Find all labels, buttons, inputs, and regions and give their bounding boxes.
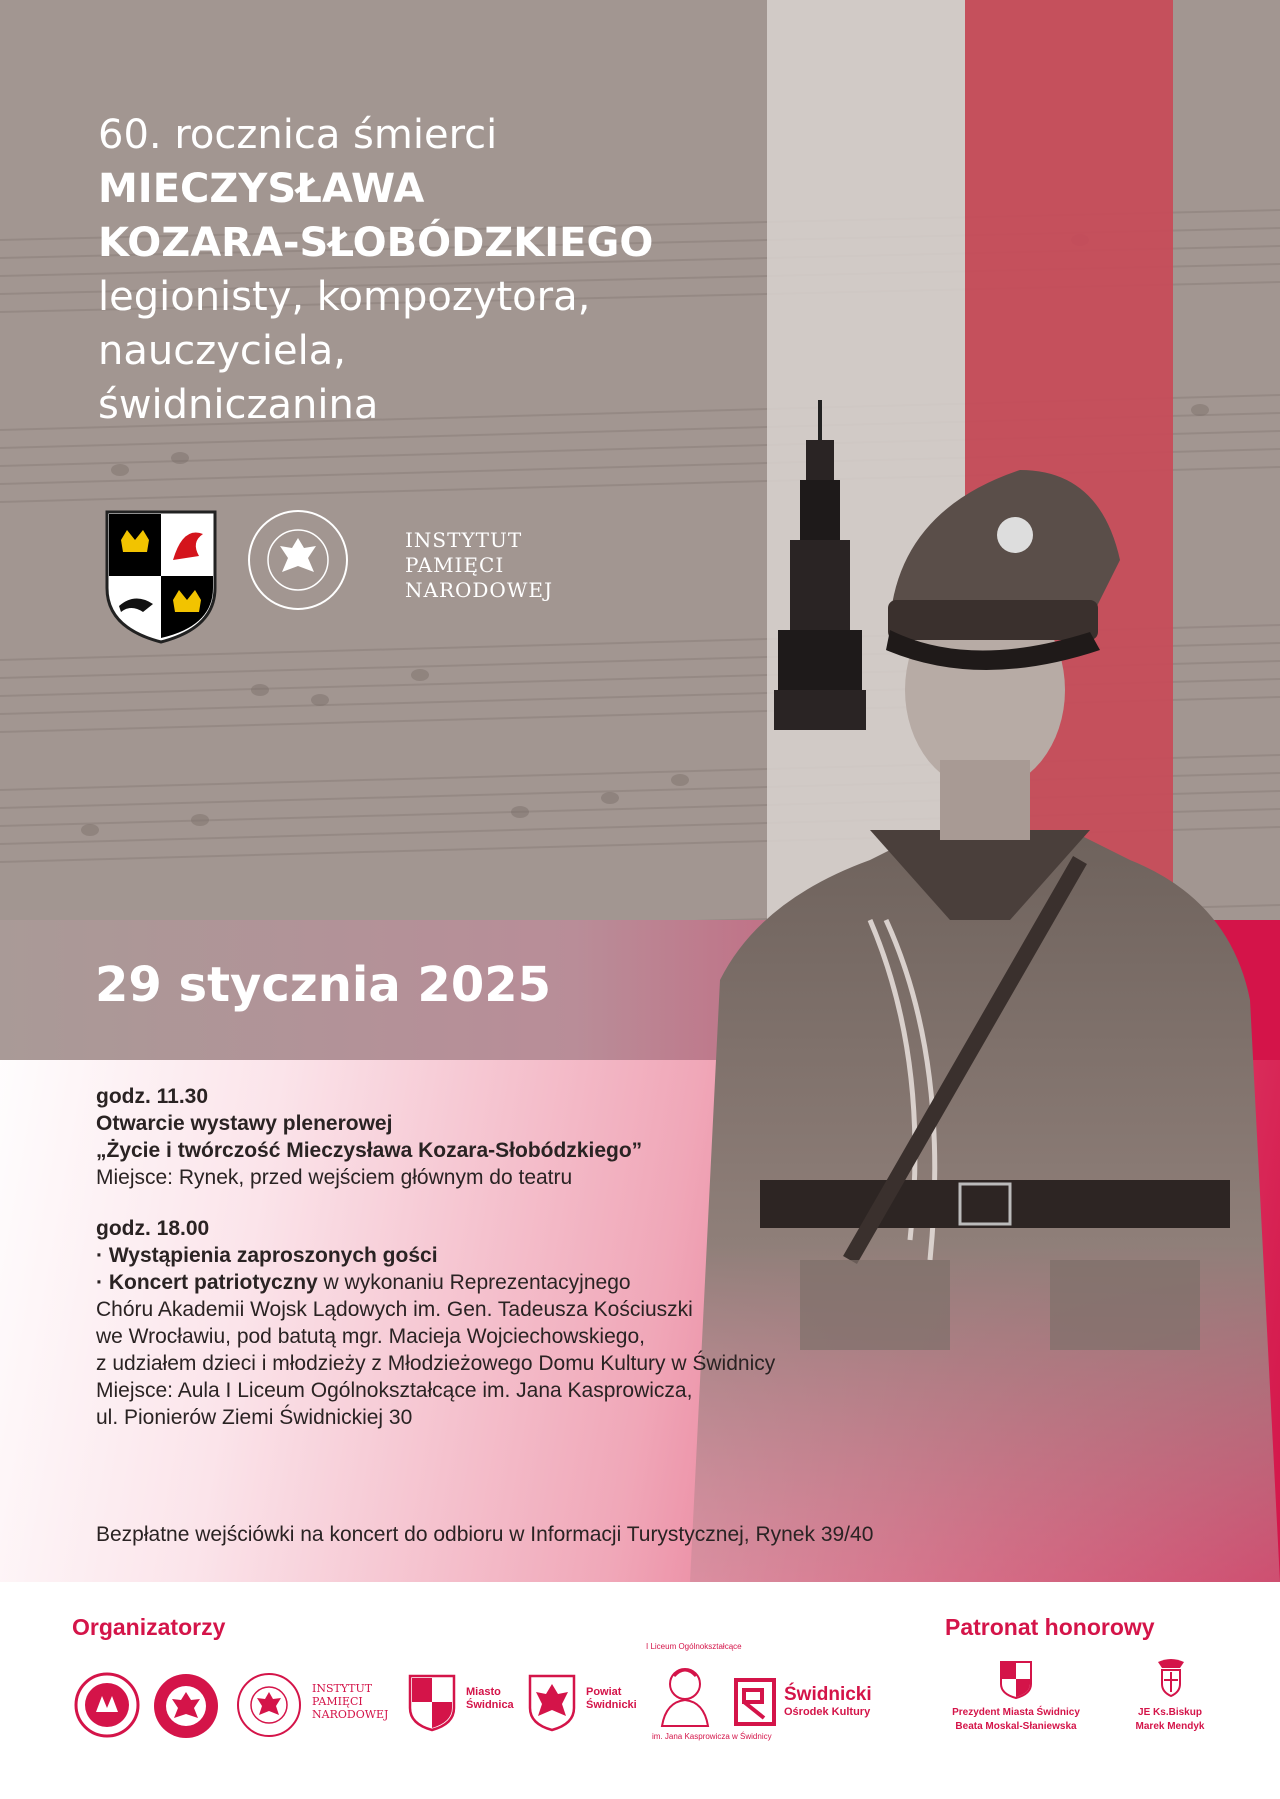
patron1-line-1: Prezydent Miasta Świdnicy [952,1707,1080,1718]
ipn-seal-small-icon [236,1672,302,1738]
event2-line7: ul. Pionierów Ziemi Świdnickiej 30 [96,1406,413,1429]
school-caption: im. Jana Kasprowicza w Świdnicy [652,1732,772,1741]
event2-line5: z udziałem dzieci i młodzieży z Młodzieżowego Domu Kultury w Świdnicy [96,1352,776,1375]
event2-line6: Miejsce: Aula I Liceum Ogólnokształcące im. Jana Kasprowicza, [96,1379,693,1402]
school-arc-text: I Liceum Ogólnokształcące [646,1642,742,1651]
powiat-label-1: Powiat [586,1686,622,1698]
event2-item2-bold: · Koncert patriotyczny [96,1271,318,1294]
event2-item2 [96,1269,916,1296]
prezydent-crest-icon [999,1660,1033,1700]
ipn-seal-icon [246,508,350,612]
event1-place: Miejsce: Rynek, przed wejściem głównym do teatru [96,1166,573,1189]
event2-line3: Chóru Akademii Wojsk Lądowych im. Gen. Tadeusza Kościuszki [96,1298,693,1321]
miasto-label [466,1686,514,1712]
organizers-heading: Organizatorzy [72,1614,226,1640]
patron-heading: Patronat honorowy [945,1614,1155,1640]
ipn-line-3: NARODOWEJ [405,578,554,602]
event2-item1: · Wystąpienia zaproszonych gości [96,1244,438,1267]
ipn-small-line-1: INSTYTUT [312,1682,373,1695]
headline-line-2: MIECZYSŁAWA [98,166,425,212]
miasto-label-2: Świdnica [466,1699,514,1711]
headline-line-1: 60. rocznica śmierci [98,112,498,158]
headline-line-6: świdniczanina [98,382,379,428]
event1-subtitle: „Życie i twórczość Mieczysława Kozara-Słobódzkiego” [96,1139,643,1162]
patron2-label [1120,1706,1220,1734]
patron1-line-2: Beata Moskal-Słaniewska [955,1721,1077,1732]
headline [98,108,778,432]
sok-sub: Ośrodek Kultury [784,1706,871,1718]
event-date: 29 stycznia 2025 [95,957,552,1013]
miasto-label-1: Miasto [466,1686,501,1698]
bishop-coat-of-arms-icon [1150,1658,1192,1700]
event2-line4: we Wrocławiu, pod batutą mgr. Macieja Wojciechowskiego, [96,1325,645,1348]
event2-time: godz. 18.00 [96,1217,210,1240]
association-logo-icon [74,1672,140,1738]
headline-line-3: KOZARA-SŁOBÓDZKIEGO [98,220,654,266]
headline-line-5: nauczyciela, [98,328,346,374]
program-details [96,1083,916,1431]
ipn-small-wordmark [312,1682,388,1721]
event1-time: godz. 11.30 [96,1085,209,1108]
event1-title: Otwarcie wystawy plenerowej [96,1112,393,1135]
ipn-small-line-3: NARODOWEJ [312,1708,389,1721]
powiat-label [586,1686,637,1712]
liceum-kasprowicz-portrait-icon [654,1658,716,1728]
swidnica-coat-of-arms-icon [103,508,219,644]
ipn-wordmark [405,528,553,603]
powiat-label-2: Świdnicki [586,1699,637,1711]
ipn-line-2: PAMIĘCI [405,553,505,577]
swidnicki-osrodek-kultury-logo-icon [734,1678,776,1726]
ipn-small-line-2: PAMIĘCI [312,1695,363,1708]
patron2-line-2: Marek Mendyk [1135,1721,1205,1732]
headline-line-4: legionisty, kompozytora, [98,274,591,320]
ticket-note: Bezpłatne wejściówki na koncert do odbioru w Informacji Turystycznej, Rynek 39/40 [96,1523,874,1546]
ipn-line-1: INSTYTUT [405,528,523,552]
patron2-line-1: JE Ks.Biskup [1138,1707,1202,1718]
sok-name: Świdnicki [784,1684,872,1705]
patron1-label [946,1706,1086,1734]
miasto-swidnica-crest-icon [408,1674,456,1732]
event2-item2-rest: w wykonaniu Reprezentacyjnego [317,1271,631,1294]
powiat-swidnicki-crest-icon [528,1674,576,1732]
patriotic-society-logo-icon [152,1672,220,1740]
footer [0,1582,1280,1799]
